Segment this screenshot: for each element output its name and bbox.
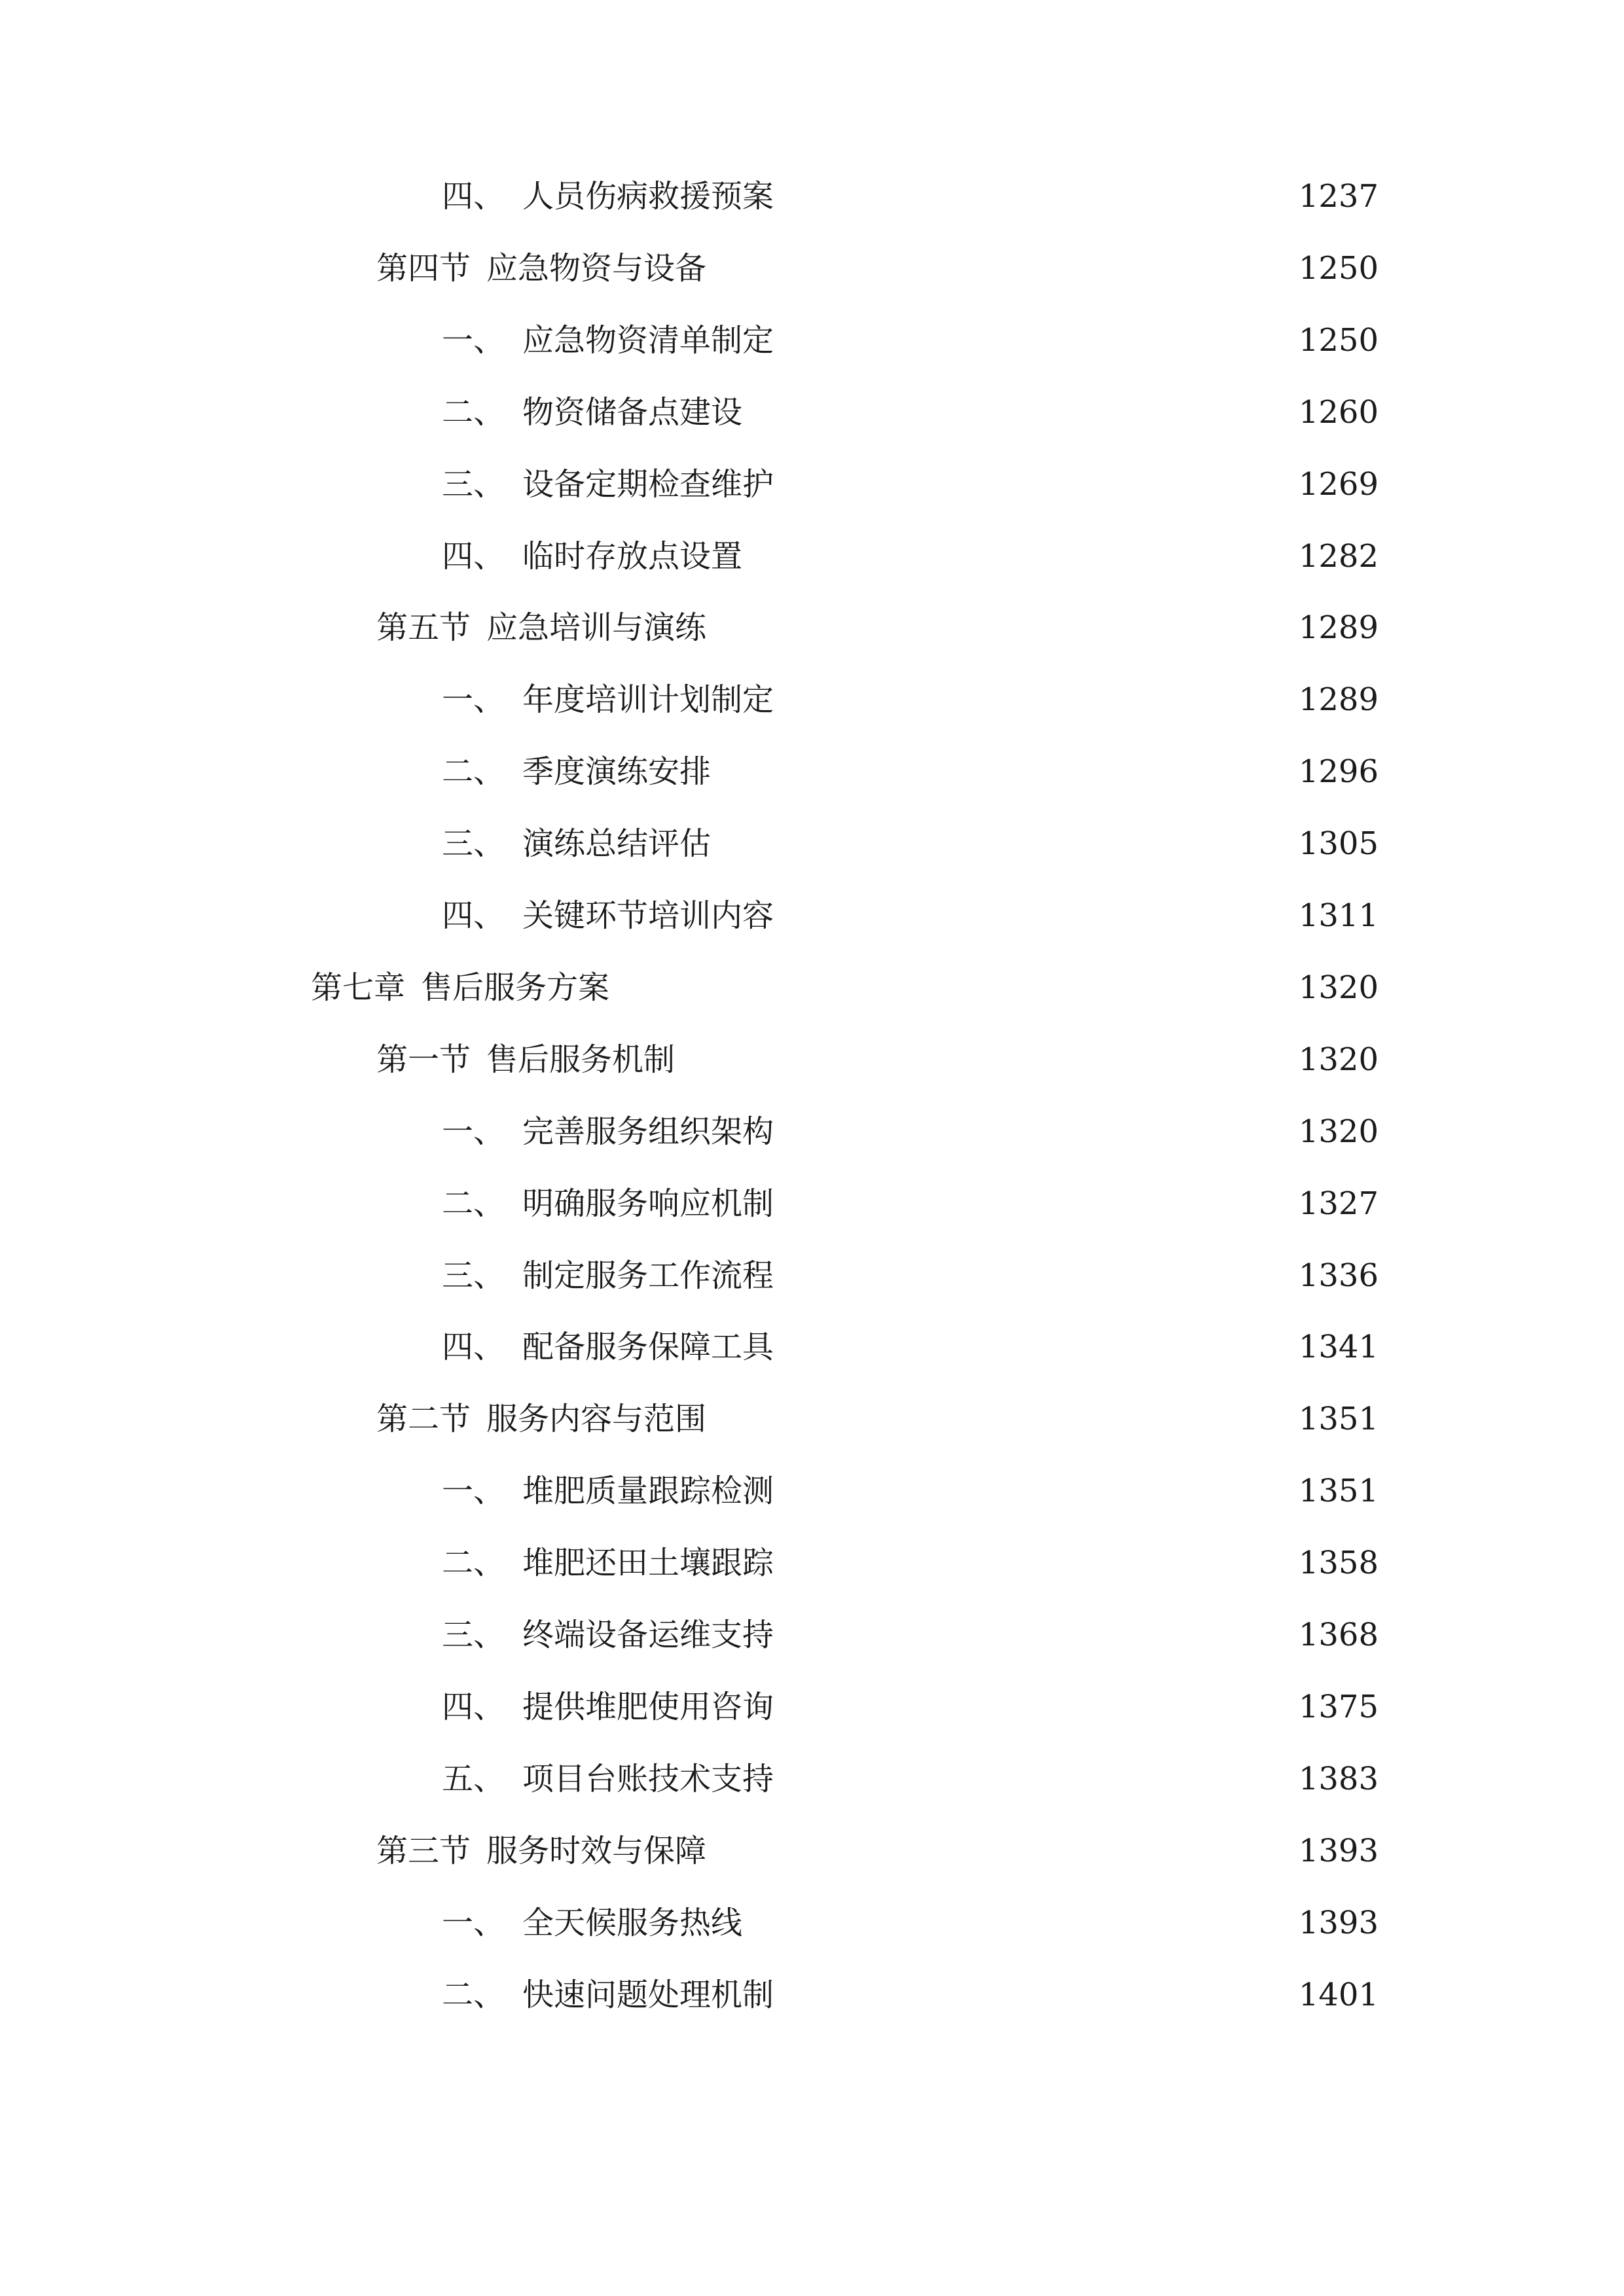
toc-entry[interactable]: [442, 389, 1379, 435]
toc-entry-label: [442, 1612, 774, 1658]
toc-entry-title: 配备服务保障工具: [522, 1329, 774, 1366]
toc-entry-number: 四、: [442, 897, 505, 934]
toc-entry-label: [376, 245, 706, 291]
dot-leader: [783, 1620, 1286, 1666]
toc-entry[interactable]: [376, 245, 1379, 291]
toc-entry[interactable]: [442, 1684, 1379, 1730]
toc-entry[interactable]: [442, 1612, 1379, 1658]
toc-entry-page-number: 1327: [1298, 1185, 1379, 1222]
dot-leader: [715, 1404, 1286, 1450]
toc-entry-label: [442, 1972, 774, 2018]
toc-entry-number: 一、: [442, 321, 505, 359]
toc-entry-title: 服务时效与保障: [486, 1832, 707, 1869]
toc-entry-number: 二、: [442, 393, 505, 431]
toc-entry-label: [442, 1756, 774, 1802]
toc-entry-title: 年度培训计划制定: [522, 681, 774, 719]
toc-entry[interactable]: [442, 821, 1379, 867]
toc-entry[interactable]: [442, 1324, 1379, 1370]
toc-entry-label: [442, 461, 774, 507]
dot-leader: [783, 1261, 1286, 1306]
toc-entry-number: 第一节: [376, 1041, 471, 1078]
toc-entry-label: [442, 1109, 774, 1155]
dot-leader: [783, 325, 1286, 371]
toc-entry-label: [442, 1468, 774, 1514]
toc-entry-number: 一、: [442, 681, 505, 719]
toc-entry-title: 快速问题处理机制: [522, 1976, 774, 2013]
toc-entry-page-number: 1351: [1298, 1401, 1379, 1438]
dot-leader: [751, 541, 1286, 587]
dot-leader: [783, 1476, 1286, 1522]
toc-entry[interactable]: [442, 1181, 1379, 1227]
toc-entry-title: 制定服务工作流程: [522, 1257, 774, 1294]
toc-entry[interactable]: [442, 893, 1379, 939]
dot-leader: [783, 1548, 1286, 1594]
toc-entry-title: 临时存放点设置: [522, 537, 743, 575]
toc-entry-title: 季度演练安排: [522, 753, 712, 791]
toc-entry-label: [442, 1540, 774, 1586]
toc-entry-label: [376, 1037, 675, 1083]
toc-entry-number: 四、: [442, 1329, 505, 1366]
toc-entry[interactable]: [442, 533, 1379, 579]
toc-entry-label: [442, 677, 774, 723]
toc-entry-number: 一、: [442, 1904, 505, 1941]
toc-entry-label: [442, 173, 774, 219]
toc-entry-number: 第七章: [311, 969, 406, 1006]
dot-leader: [783, 1332, 1286, 1378]
toc-entry-label: [442, 533, 742, 579]
toc-entry-page-number: 1320: [1298, 969, 1379, 1006]
toc-entry-number: 一、: [442, 1113, 505, 1150]
toc-entry-title: 全天候服务热线: [522, 1904, 743, 1941]
toc-entry-page-number: 1341: [1298, 1329, 1379, 1366]
dot-leader: [783, 1117, 1286, 1162]
dot-leader: [751, 1908, 1286, 1954]
toc-entry-page-number: 1393: [1298, 1832, 1379, 1869]
toc-entry-label: [442, 821, 711, 867]
toc-entry-page-number: 1311: [1298, 897, 1379, 934]
toc-entry[interactable]: [442, 1253, 1379, 1299]
dot-leader: [783, 1692, 1286, 1738]
toc-entry-page-number: 1237: [1298, 178, 1379, 215]
toc-entry[interactable]: [442, 1540, 1379, 1586]
toc-entry-page-number: 1358: [1298, 1545, 1379, 1582]
dot-leader: [715, 253, 1286, 299]
toc-entry-label: [376, 1396, 706, 1442]
toc-entry-title: 应急物资与设备: [486, 249, 707, 287]
toc-entry[interactable]: [442, 317, 1379, 363]
toc-entry-number: 四、: [442, 178, 505, 215]
dot-leader: [783, 685, 1286, 730]
toc-entry-title: 终端设备运维支持: [522, 1617, 774, 1653]
toc-entry-title: 售后服务机制: [486, 1041, 676, 1078]
toc-entry-number: 第三节: [376, 1832, 471, 1869]
toc-entry-number: 二、: [442, 1545, 505, 1582]
toc-entry-page-number: 1282: [1298, 537, 1379, 575]
toc-entry-title: 明确服务响应机制: [522, 1185, 774, 1222]
toc-entry-title: 设备定期检查维护: [522, 465, 774, 503]
toc-entry-page-number: 1383: [1298, 1760, 1379, 1797]
toc-entry[interactable]: [442, 1109, 1379, 1155]
toc-entry-title: 堆肥质量跟踪检测: [522, 1473, 774, 1510]
toc-entry[interactable]: [376, 1396, 1379, 1442]
dot-leader: [783, 469, 1286, 515]
toc-entry-label: [376, 605, 706, 651]
toc-entry[interactable]: [442, 677, 1379, 723]
toc-entry[interactable]: [442, 1972, 1379, 2018]
dot-leader: [684, 1045, 1286, 1090]
toc-entry-number: 第二节: [376, 1401, 471, 1438]
toc-entry[interactable]: [442, 1756, 1379, 1802]
dot-leader: [783, 1189, 1286, 1234]
toc-entry-page-number: 1289: [1298, 681, 1379, 719]
toc-entry-number: 五、: [442, 1760, 505, 1797]
toc-entry-number: 二、: [442, 1185, 505, 1222]
toc-entry-title: 关键环节培训内容: [522, 897, 774, 934]
toc-entry[interactable]: [442, 1900, 1379, 1946]
toc-entry-number: 三、: [442, 825, 505, 863]
toc-entry-number: 三、: [442, 1617, 505, 1653]
toc-entry-label: [442, 389, 742, 435]
toc-entry[interactable]: [442, 1468, 1379, 1514]
toc-entry[interactable]: [376, 605, 1379, 651]
toc-entry-label: [442, 1684, 774, 1730]
dot-leader: [720, 829, 1286, 874]
toc-entry-page-number: 1250: [1298, 249, 1379, 287]
dot-leader: [720, 757, 1286, 802]
toc-entry-page-number: 1368: [1298, 1617, 1379, 1653]
toc-entry-label: [442, 1181, 774, 1227]
toc-entry-title: 提供堆肥使用咨询: [522, 1688, 774, 1725]
dot-leader: [715, 1836, 1286, 1882]
toc-entry[interactable]: [442, 461, 1379, 507]
toc-entry-page-number: 1375: [1298, 1688, 1379, 1725]
toc-entry-label: [442, 1324, 774, 1370]
dot-leader: [715, 613, 1286, 658]
dot-leader: [783, 1764, 1286, 1810]
toc-entry-title: 人员伤病救援预案: [522, 178, 774, 215]
toc-entry-title: 应急物资清单制定: [522, 321, 774, 359]
toc-entry-page-number: 1269: [1298, 465, 1379, 503]
toc-entry[interactable]: [442, 173, 1379, 219]
toc-entry-number: 三、: [442, 1257, 505, 1294]
toc-entry-title: 演练总结评估: [522, 825, 712, 863]
dot-leader: [783, 181, 1286, 227]
toc-entry[interactable]: [311, 965, 1379, 1011]
toc-entry-label: [442, 893, 774, 939]
toc-entry-number: 四、: [442, 1688, 505, 1725]
toc-entry-label: [311, 965, 609, 1011]
toc-entry-label: [442, 1253, 774, 1299]
toc-entry[interactable]: [442, 749, 1379, 795]
dot-leader: [783, 901, 1286, 946]
toc-entry-title: 项目台账技术支持: [522, 1760, 774, 1797]
toc-entry-number: 第四节: [376, 249, 471, 287]
toc-entry-title: 应急培训与演练: [486, 609, 707, 647]
dot-leader: [783, 1980, 1286, 2026]
toc-entry-number: 第五节: [376, 609, 471, 647]
dot-leader: [619, 973, 1286, 1018]
toc-entry-label: [376, 1828, 706, 1874]
toc-entry-title: 完善服务组织架构: [522, 1113, 774, 1150]
toc-entry-title: 物资储备点建设: [522, 393, 743, 431]
toc-entry-title: 售后服务方案: [421, 969, 610, 1006]
toc-entry-title: 服务内容与范围: [486, 1401, 707, 1438]
toc-entry-page-number: 1320: [1298, 1113, 1379, 1150]
toc-entry-title: 堆肥还田土壤跟踪: [522, 1545, 774, 1582]
toc-entry-page-number: 1351: [1298, 1473, 1379, 1510]
toc-entry-number: 二、: [442, 1976, 505, 2013]
toc-entry-page-number: 1336: [1298, 1257, 1379, 1294]
toc-entry-page-number: 1260: [1298, 393, 1379, 431]
dot-leader: [751, 397, 1286, 443]
toc-entry-page-number: 1289: [1298, 609, 1379, 647]
toc-entry-page-number: 1393: [1298, 1904, 1379, 1941]
toc-entry-number: 一、: [442, 1473, 505, 1510]
toc-entry-page-number: 1305: [1298, 825, 1379, 863]
toc-entry-page-number: 1320: [1298, 1041, 1379, 1078]
toc-entry-label: [442, 1900, 742, 1946]
toc-entry-label: [442, 317, 774, 363]
toc-entry-number: 四、: [442, 537, 505, 575]
toc-entry-number: 二、: [442, 753, 505, 791]
toc-entry-page-number: 1296: [1298, 753, 1379, 791]
toc-entry-page-number: 1401: [1298, 1976, 1379, 2013]
toc-entry[interactable]: [376, 1037, 1379, 1083]
toc-entry-number: 三、: [442, 465, 505, 503]
toc-entry[interactable]: [376, 1828, 1379, 1874]
toc-entry-label: [442, 749, 711, 795]
toc-entry-page-number: 1250: [1298, 321, 1379, 359]
